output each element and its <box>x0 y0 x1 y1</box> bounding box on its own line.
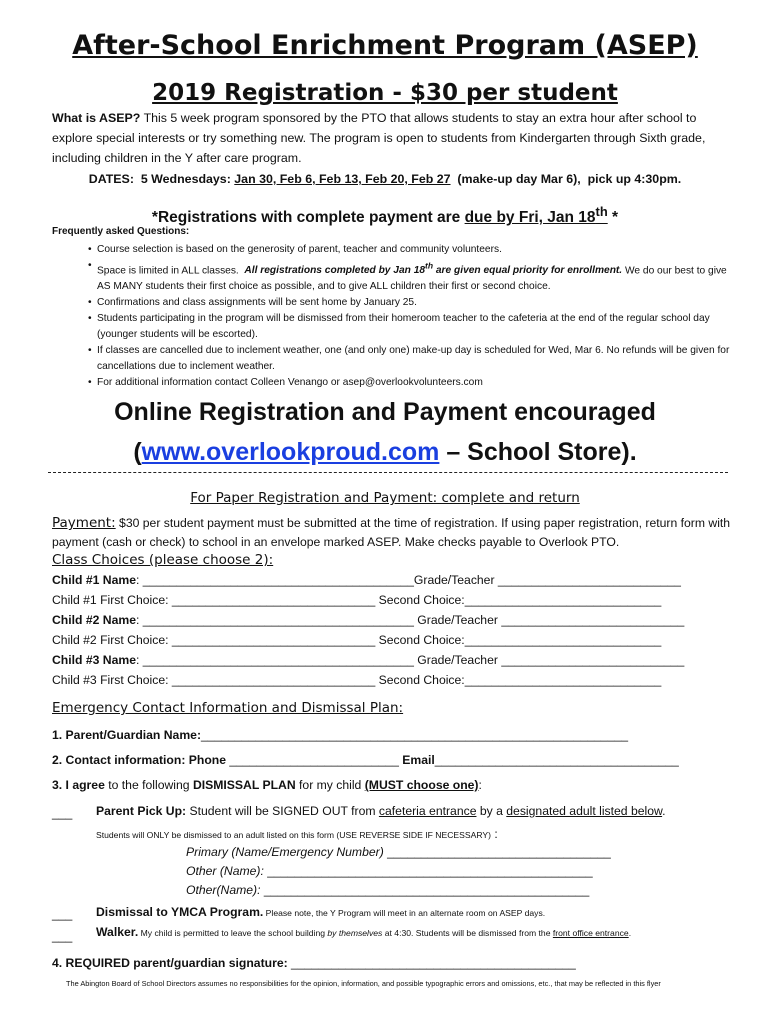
primary-contact-row[interactable] <box>186 845 611 859</box>
pickup-text: Student will be SIGNED OUT from <box>186 804 379 818</box>
faq-heading: Frequently asked Questions: <box>52 226 190 237</box>
row-right-label: Grade/Teacher <box>413 573 498 587</box>
contact-info-row[interactable] <box>52 753 679 767</box>
online-registration-link-line <box>0 438 770 467</box>
ymca-label: Dismissal to YMCA Program. <box>96 905 264 919</box>
walker-note: . <box>628 928 632 938</box>
ymca-option <box>96 905 545 919</box>
intro-question: What is ASEP? <box>52 111 141 125</box>
pickup-note-text: Students will ONLY be dismissed to an adult listed on this form (USE REVERSE SIDE IF NECESSARY) <box>96 830 491 840</box>
row-blank[interactable]: ________________________________________ <box>142 573 414 587</box>
child3-name-row[interactable] <box>52 653 684 667</box>
row-label: Child #1 First Choice: <box>52 593 169 607</box>
other-contact-row-2[interactable] <box>186 883 589 897</box>
row-colon: : <box>136 573 143 587</box>
faq-item-text: Space is limited in ALL classes. <box>97 265 239 277</box>
other2-blank[interactable]: ________________________________________________ <box>263 883 590 897</box>
agree-end: : <box>478 778 482 792</box>
faq-bold-sup: th <box>425 261 434 271</box>
walker-note-italic: by themselves <box>327 928 383 938</box>
faq-item: • Confirmations and class assignments will be sent home by January 25. <box>90 295 730 311</box>
payment-label: Payment: <box>52 515 116 531</box>
page-subtitle: 2019 Registration - $30 per student <box>152 80 618 106</box>
faq-item-rest: We do our best to give AS MANY students their first choice as possible, and to give ALL children their first or second choice. <box>97 265 727 293</box>
row-colon: : <box>136 653 143 667</box>
child2-name-row[interactable] <box>52 613 684 627</box>
parent-name-row[interactable] <box>52 728 628 742</box>
faq-bold-pre: All registrations completed by Jan 18 <box>244 265 426 277</box>
agree-row <box>52 778 482 792</box>
phone-blank[interactable]: _________________________ <box>229 753 399 767</box>
row-blank[interactable]: ______________________________ <box>171 673 376 687</box>
parent-name-label: 1. Parent/Guardian Name: <box>52 728 202 742</box>
other1-blank[interactable]: ________________________________________________ <box>267 864 593 878</box>
walker-note: at 4:30. Students will be dismissed from the <box>382 928 553 938</box>
faq-item-bold <box>244 261 623 277</box>
email-blank[interactable]: ____________________________________ <box>434 753 679 767</box>
agree-must: (MUST choose one) <box>364 778 479 792</box>
registration-deadline <box>0 204 770 227</box>
row-right-blank[interactable]: _____________________________ <box>464 673 662 687</box>
row-right-label: Grade/Teacher <box>417 653 502 667</box>
pickup-designated-adult: designated adult listed below <box>506 804 663 818</box>
walker-checkbox-blank[interactable]: ___ <box>52 929 73 943</box>
faq-item <box>90 258 730 295</box>
primary-blank[interactable]: _________________________________ <box>387 845 611 859</box>
row-blank[interactable]: ______________________________ <box>171 633 376 647</box>
row-label: Child #2 Name <box>52 613 136 627</box>
row-right-blank[interactable]: ___________________________ <box>497 573 681 587</box>
walker-label: Walker. <box>96 925 139 939</box>
faq-item: • Students participating in the program will be dismissed from their homeroom teacher to the cafeteria at the end of the regular school day (younger students will be escorted). <box>90 311 730 343</box>
online-registration-heading: Online Registration and Payment encouraged <box>114 398 656 426</box>
row-right-blank[interactable]: ___________________________ <box>501 613 685 627</box>
dates-lead: 5 Wednesdays: <box>140 172 231 186</box>
row-right-label: Second Choice: <box>378 593 465 607</box>
pickup-checkbox-blank[interactable]: ___ <box>52 806 73 820</box>
deadline-post: * <box>607 209 619 227</box>
other-contact-row-1[interactable] <box>186 864 593 878</box>
payment-text: $30 per student payment must be submitted at the time of registration. If using paper registration, return form with payment (cash or check) to school in an envelope marked ASEP. Make checks payable to Overlook PTO. <box>52 516 731 549</box>
class-choices-heading: Class Choices (please choose 2): <box>52 552 274 568</box>
faq-item: • For additional information contact Colleen Venango or asep@overlookvolunteers.com <box>90 375 730 391</box>
parent-pickup-option <box>96 804 666 818</box>
pickup-text: by a <box>476 804 507 818</box>
faq-item: • Course selection is based on the generosity of parent, teacher and community volunteers. <box>90 242 730 258</box>
intro-text: This 5 week program sponsored by the PTO that allows students to stay an extra hour after school to explore special interests or try something new. The program is open to students from Kindergarten through Sixth grade, including children in the Y after care program. <box>52 111 706 165</box>
row-label: Child #1 Name <box>52 573 136 587</box>
page-title: After-School Enrichment Program (ASEP) <box>72 30 698 61</box>
store-link[interactable]: www.overlookproud.com <box>141 438 440 466</box>
row-right-blank[interactable]: _____________________________ <box>464 633 662 647</box>
pickup-cafeteria: cafeteria entrance <box>378 804 477 818</box>
cut-line-divider <box>48 472 728 473</box>
signature-blank[interactable]: __________________________________________ <box>287 956 576 970</box>
ymca-note: Please note, the Y Program will meet in an alternate room on ASEP days. <box>263 908 546 918</box>
deadline-due <box>464 204 608 227</box>
pickup-label: Parent Pick Up: <box>96 804 187 818</box>
walker-front-office: front office entrance <box>552 928 629 938</box>
deadline-sup: th <box>595 204 608 219</box>
dates-makeup: (make-up day Mar 6), <box>457 172 581 186</box>
signature-row[interactable] <box>52 956 576 970</box>
phone-label: 2. Contact information: Phone <box>52 753 227 767</box>
pickup-note <box>96 827 498 841</box>
child3-choice-row[interactable] <box>52 673 661 687</box>
paper-registration-heading: For Paper Registration and Payment: complete and return <box>190 490 580 506</box>
primary-label: Primary (Name/Emergency Number) <box>186 845 388 859</box>
child1-choice-row[interactable] <box>52 593 661 607</box>
dates-list: Jan 30, Feb 6, Feb 13, Feb 20, Feb 27 <box>234 172 451 186</box>
row-blank[interactable]: ________________________________________ <box>142 613 414 627</box>
ymca-checkbox-blank[interactable]: ___ <box>52 907 73 921</box>
row-right-label: Grade/Teacher <box>417 613 502 627</box>
other1-label: Other (Name): <box>186 864 268 878</box>
footer-disclaimer: The Abington Board of School Directors assumes no responsibilities for the opinion, information, and possible typographic errors and omissions, etc., that may be reflected in this flyer <box>66 979 661 988</box>
agree-pre: 3. I agree <box>52 778 105 792</box>
emergency-heading: Emergency Contact Information and Dismissal Plan: <box>52 700 404 716</box>
other2-label: Other(Name): <box>186 883 264 897</box>
faq-bold-post: are given equal priority for enrollment. <box>433 265 623 277</box>
payment-paragraph <box>52 514 732 552</box>
agree-mid: to the following <box>104 778 193 792</box>
child2-choice-row[interactable] <box>52 633 661 647</box>
online-rest: – School Store). <box>439 438 637 466</box>
deadline-pre: *Registrations with complete payment are <box>151 209 461 227</box>
dates-pickup: pick up 4:30pm. <box>587 172 682 186</box>
row-right-label: Second Choice: <box>378 673 465 687</box>
walker-option <box>96 925 631 939</box>
deadline-date: due by Fri, Jan 18 <box>464 209 596 227</box>
parent-name-blank[interactable]: _______________________________________________________________ <box>201 728 629 742</box>
dates-line <box>0 172 770 186</box>
signature-label: 4. REQUIRED parent/guardian signature: <box>52 956 288 970</box>
intro-paragraph <box>52 108 732 168</box>
row-label: Child #3 First Choice: <box>52 673 169 687</box>
online-open-paren: ( <box>133 438 142 466</box>
row-blank[interactable]: ______________________________ <box>171 593 376 607</box>
row-label: Child #3 Name <box>52 653 136 667</box>
dates-label: DATES: <box>88 172 134 186</box>
child1-name-row[interactable] <box>52 573 681 587</box>
agree-for: for my child <box>295 778 365 792</box>
row-label: Child #2 First Choice: <box>52 633 169 647</box>
pickup-note-colon: : <box>491 827 498 841</box>
row-blank[interactable]: ________________________________________ <box>142 653 414 667</box>
row-right-blank[interactable]: ___________________________ <box>501 653 685 667</box>
row-right-label: Second Choice: <box>378 633 465 647</box>
agree-plan: DISMISSAL PLAN <box>192 778 296 792</box>
row-colon: : <box>136 613 143 627</box>
email-label: Email <box>402 753 435 767</box>
faq-item: • If classes are cancelled due to inclement weather, one (and only one) make-up day is scheduled for Wed, Mar 6. No refunds will be given for cancellations due to inclement weather. <box>90 343 730 375</box>
walker-note: My child is permitted to leave the school building <box>138 928 328 938</box>
faq-list <box>90 242 730 391</box>
pickup-text: . <box>662 804 666 818</box>
row-right-blank[interactable]: _____________________________ <box>464 593 662 607</box>
